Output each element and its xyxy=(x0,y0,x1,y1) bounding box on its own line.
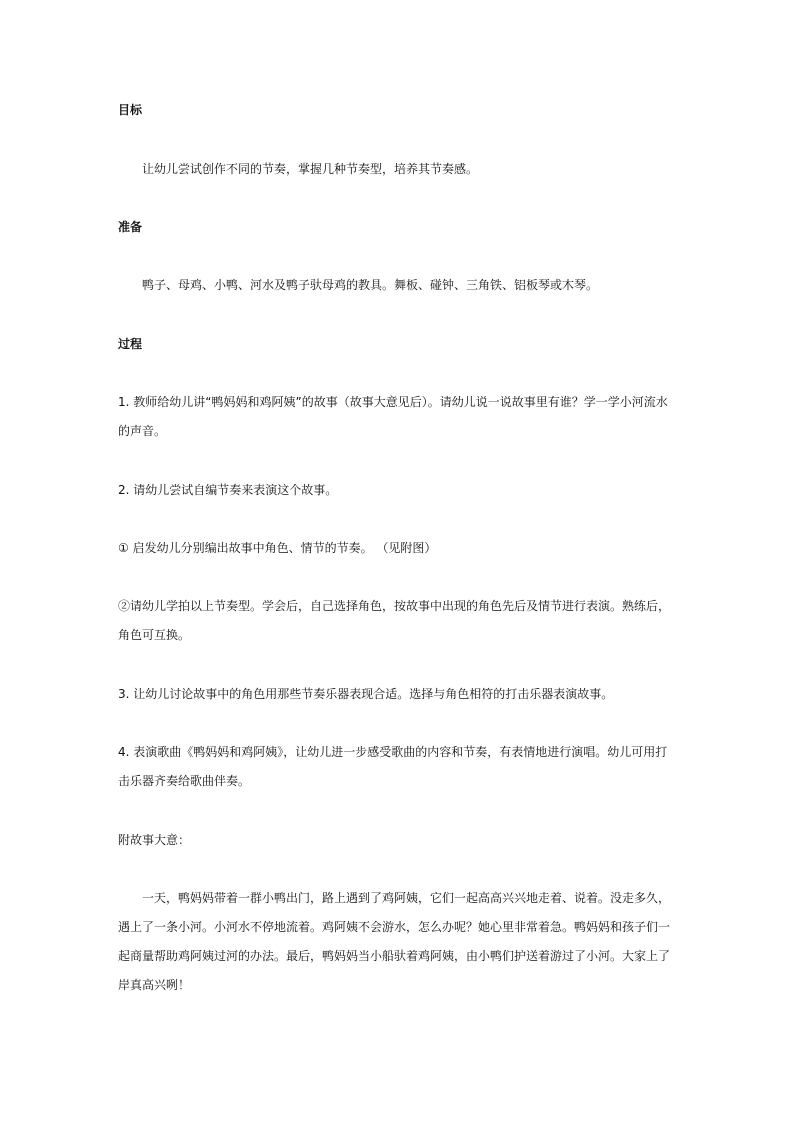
story-line-4: 岸真高兴咧！ xyxy=(118,978,191,992)
step-2-sub-1: ① 启发幼儿分别编出故事中角色、情节的节奏。 （见附图） xyxy=(118,541,437,555)
step-4-line-1: 4. 表演歌曲《鸭妈妈和鸡阿姨》，让幼儿进一步感受歌曲的内容和节奏，有表情地进行演唱。幼儿可用打 xyxy=(118,745,668,759)
step-1-line-1: 1. 教师给幼儿讲“鸭妈妈和鸡阿姨”的故事（故事大意见后）。请幼儿说一说故事里有谁？学一学小河流水 xyxy=(118,395,668,409)
goal-text: 让幼儿尝试创作不同的节奏，掌握几种节奏型，培养其节奏感。 xyxy=(142,162,479,176)
prep-text: 鸭子、母鸡、小鸭、河水及鸭子驮母鸡的教具。舞板、碰钟、三角铁、铝板琴或木琴。 xyxy=(142,278,599,292)
story-line-2: 遇上了一条小河。小河水不停地流着。鸡阿姨不会游水，怎么办呢？她心里非常着急。鸭妈妈和孩子们一 xyxy=(118,920,671,934)
story-line-1: 一天，鸭妈妈带着一群小鸭出门，路上遇到了鸡阿姨，它们一起高高兴兴地走着、说着。没走多久， xyxy=(142,891,671,905)
step-3: 3. 让幼儿讨论故事中的角色用那些节奏乐器表现合适。选择与角色相符的打击乐器表演故事。 xyxy=(118,687,614,701)
story-line-3: 起商量帮助鸡阿姨过河的办法。最后，鸭妈妈当小船驮着鸡阿姨，由小鸭们护送着游过了小河。大家上了 xyxy=(118,949,671,963)
step-2-sub-2-line-2: 角色可互换。 xyxy=(118,628,191,642)
step-4-line-2: 击乐器齐奏给歌曲伴奏。 xyxy=(118,774,251,788)
step-2: 2. 请幼儿尝试自编节奏来表演这个故事。 xyxy=(118,483,338,497)
process-heading: 过程 xyxy=(118,337,143,351)
prep-heading: 准备 xyxy=(118,220,143,234)
appendix-heading: 附故事大意： xyxy=(118,833,191,847)
goal-heading: 目标 xyxy=(118,103,143,117)
step-1-line-2: 的声音。 xyxy=(118,424,167,438)
step-2-sub-2-line-1: ②请幼儿学拍以上节奏型。学会后，自己选择角色，按故事中出现的角色先后及情节进行表演。熟练后， xyxy=(118,599,671,613)
